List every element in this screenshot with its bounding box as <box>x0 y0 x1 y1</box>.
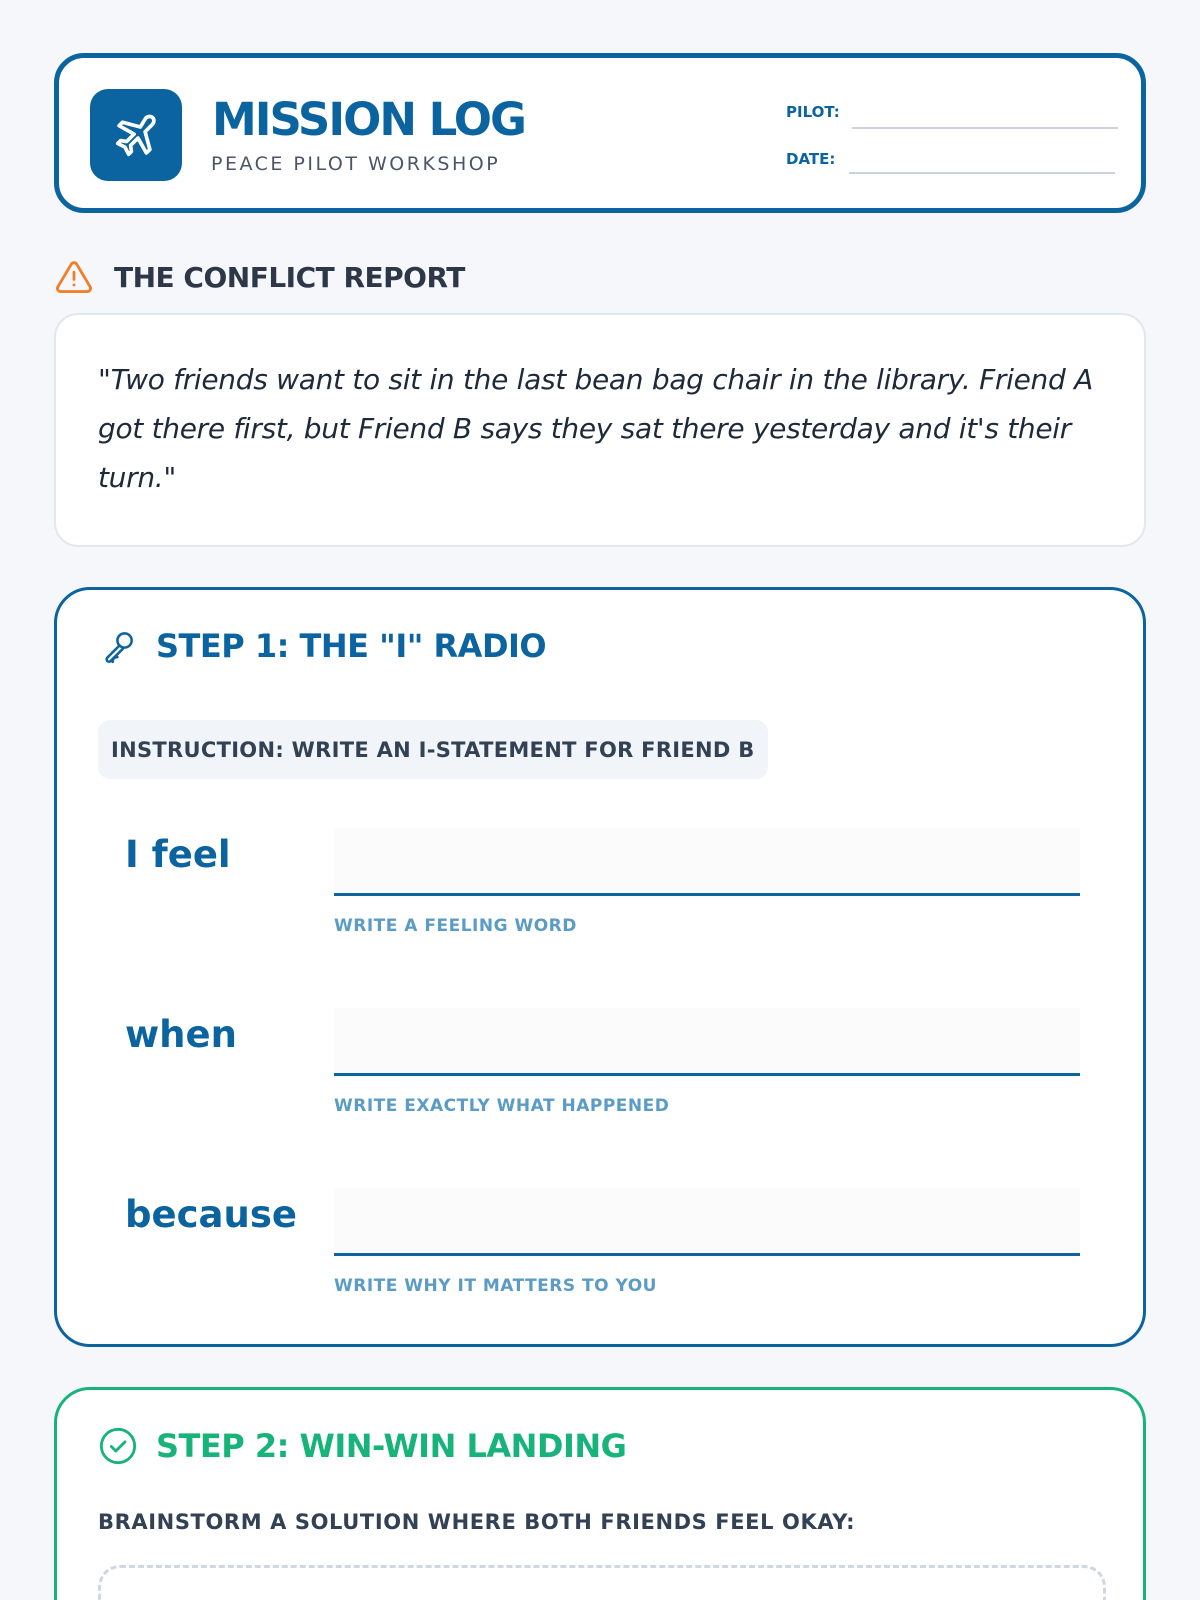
conflict-story-card <box>54 313 1146 547</box>
i-feel-label: I feel <box>125 833 231 876</box>
step1-title-text: STEP 1: THE "I" RADIO <box>156 627 547 665</box>
step1-instruction: INSTRUCTION: WRITE AN I-STATEMENT FOR FRIEND B <box>98 720 768 779</box>
step1-title <box>100 627 546 665</box>
microphone-icon <box>100 627 138 665</box>
brainstorm-answer-area[interactable] <box>98 1565 1106 1600</box>
header-card <box>54 53 1146 213</box>
what-happened-input[interactable] <box>334 1008 1080 1076</box>
because-label: because <box>125 1193 297 1236</box>
logo-tile <box>90 89 182 181</box>
feeling-input[interactable] <box>334 828 1080 896</box>
conflict-story: "Two friends want to sit in the last bean bag chair in the library. Friend A got there first, but Friend B says they sat there yesterday and it's their turn." <box>98 363 1093 494</box>
check-circle-icon <box>98 1426 138 1466</box>
app-title: MISSION LOG <box>212 93 525 146</box>
when-label: when <box>125 1013 237 1056</box>
date-field[interactable] <box>849 172 1115 174</box>
why-matters-input[interactable] <box>334 1188 1080 1256</box>
pilot-field[interactable] <box>852 127 1118 129</box>
step2-card <box>54 1387 1146 1600</box>
warning-icon <box>54 258 94 296</box>
pilot-label: PILOT: <box>786 103 840 121</box>
step1-card <box>54 587 1146 1347</box>
feeling-hint: WRITE A FEELING WORD <box>334 916 577 936</box>
conflict-heading-text: THE CONFLICT REPORT <box>114 260 465 294</box>
app-subtitle: PEACE PILOT WORKSHOP <box>211 153 501 175</box>
why-matters-hint: WRITE WHY IT MATTERS TO YOU <box>334 1276 657 1296</box>
step2-title-text: STEP 2: WIN-WIN LANDING <box>156 1427 627 1465</box>
airplane-icon <box>110 109 162 161</box>
what-happened-hint: WRITE EXACTLY WHAT HAPPENED <box>334 1096 670 1116</box>
brainstorm-prompt: BRAINSTORM A SOLUTION WHERE BOTH FRIENDS FEEL OKAY: <box>98 1510 856 1534</box>
step2-title <box>98 1426 626 1466</box>
date-label: DATE: <box>786 150 836 168</box>
conflict-heading <box>54 255 465 299</box>
